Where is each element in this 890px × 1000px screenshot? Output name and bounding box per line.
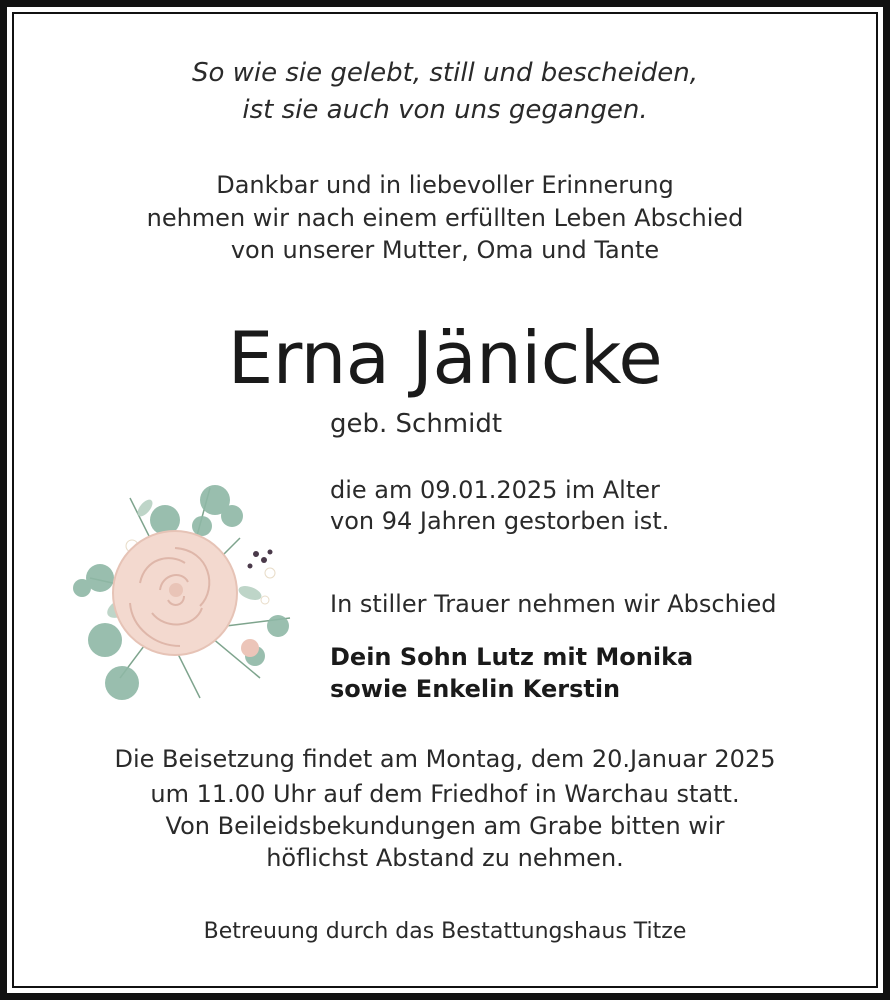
farewell-text: In stiller Trauer nehmen wir Abschied (330, 590, 777, 618)
quote-line-2: ist sie auch von uns gegangen. (242, 95, 648, 125)
quote-line-1: So wie sie gelebt, still und bescheiden, (191, 58, 699, 88)
funeral-home-text: Betreuung durch das Bestattungshaus Titze (203, 919, 687, 944)
mourners-line-1: Dein Sohn Lutz mit Monika (330, 643, 694, 671)
rose-bouquet-icon (60, 478, 300, 708)
intro-line-3: von unserer Mutter, Oma und Tante (230, 236, 660, 264)
burial-line-2: um 11.00 Uhr auf dem Friedhof in Warchau statt. (150, 780, 740, 808)
burial-line-1: Die Beisetzung findet am Montag, dem 20.Januar 2025 (114, 745, 776, 773)
death-line-2: von 94 Jahren gestorben ist. (330, 507, 670, 535)
death-line-1: die am 09.01.2025 im Alter (330, 476, 660, 504)
intro-line-1: Dankbar und in liebevoller Erinnerung (216, 171, 674, 199)
deceased-name: Erna Jänicke (227, 316, 663, 400)
burial-line-3: Von Beileidsbekundungen am Grabe bitten wir (165, 812, 725, 840)
birth-name: geb. Schmidt (330, 409, 503, 439)
burial-line-4: höflichst Abstand zu nehmen. (266, 844, 624, 872)
mourners-line-2: sowie Enkelin Kerstin (330, 675, 621, 703)
intro-line-2: nehmen wir nach einem erfüllten Leben Abschied (146, 204, 744, 232)
